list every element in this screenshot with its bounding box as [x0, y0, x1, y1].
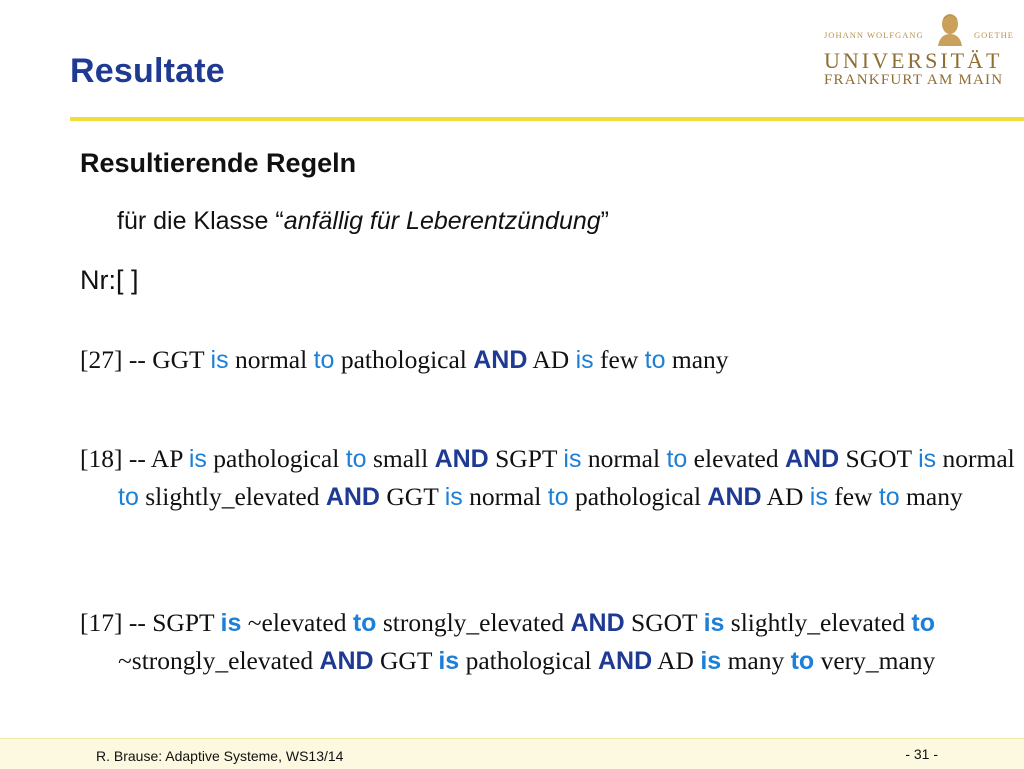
rule-keyword: to [644, 346, 666, 374]
goethe-portrait-icon [932, 10, 968, 48]
rule-and-operator: AND [319, 647, 374, 675]
rule-text: [17] -- SGPT [80, 608, 221, 637]
rule-text: very_many [814, 646, 936, 675]
rule-keyword: to [666, 445, 688, 473]
rule-keyword: is [575, 346, 594, 374]
rule-text: normal [228, 345, 314, 374]
rule-text: ~elevated [241, 608, 353, 637]
class-subtitle [117, 207, 609, 236]
rule-text: elevated [687, 444, 785, 473]
rule-keyword: to [878, 483, 900, 511]
rule-keyword: to [313, 346, 335, 374]
rule-27 [80, 341, 1024, 379]
rule-text: few [593, 345, 645, 374]
rule-and-operator: AND [707, 483, 762, 511]
section-heading: Resultierende Regeln [80, 148, 357, 178]
rule-text: [27] -- GGT [80, 345, 211, 374]
rule-keyword: to [911, 609, 935, 637]
logo-top-right: GOETHE [974, 30, 1014, 40]
rule-text: AD [652, 646, 701, 675]
rule-keyword: to [118, 483, 139, 511]
rule-keyword: to [352, 609, 377, 637]
footer-author-course: R. Brause: Adaptive Systeme, WS13/14 [96, 748, 344, 764]
rule-and-operator: AND [434, 445, 489, 473]
title-divider [70, 117, 1024, 121]
subtitle-prefix: für die Klasse “ [117, 207, 284, 235]
rule-text: AD [527, 345, 576, 374]
rule-and-operator: AND [785, 445, 840, 473]
logo-university: UNIVERSITÄT [824, 48, 1003, 73]
rule-text: pathological [568, 482, 708, 511]
rule-keyword: is [444, 483, 463, 511]
rule-text: few [827, 482, 879, 511]
nr-label: Nr:[ ] [80, 265, 139, 295]
rule-text: slightly_elevated [138, 482, 326, 511]
rule-text: [18] -- AP [80, 444, 189, 473]
rule-text: GGT [373, 646, 439, 675]
logo-top-line [824, 30, 1014, 40]
rule-text: strongly_elevated [376, 608, 571, 637]
rule-keyword: is [188, 445, 207, 473]
rule-and-operator: AND [597, 647, 653, 675]
university-logo [820, 10, 1016, 96]
rule-keyword: is [700, 647, 722, 675]
rule-text: pathological [334, 345, 474, 374]
rule-keyword: is [210, 346, 229, 374]
rule-text: normal [581, 444, 667, 473]
rule-17 [80, 604, 1024, 680]
rule-18 [80, 440, 1024, 516]
logo-city: FRANKFURT AM MAIN [824, 72, 1004, 88]
rule-keyword: to [547, 483, 569, 511]
rule-text: ~strongly_elevated [118, 646, 320, 675]
rule-and-operator: AND [473, 346, 528, 374]
logo-top-left: JOHANN WOLFGANG [824, 30, 924, 40]
rule-and-operator: AND [570, 609, 625, 637]
page-number: - 31 - [905, 746, 938, 762]
rule-keyword: is [809, 483, 828, 511]
rule-and-operator: AND [325, 483, 380, 511]
rule-text: many [665, 345, 729, 374]
rule-text: SGPT [488, 444, 564, 473]
rule-text: slightly_elevated [724, 608, 912, 637]
rule-text: normal [936, 444, 1015, 473]
rule-keyword: to [790, 647, 815, 675]
rule-keyword: is [563, 445, 582, 473]
rule-text: GGT [380, 482, 445, 511]
rule-text: pathological [206, 444, 346, 473]
rule-text: SGOT [624, 608, 704, 637]
subtitle-suffix: ” [600, 207, 609, 235]
rule-text: many [899, 482, 963, 511]
rule-text: SGOT [839, 444, 919, 473]
rule-text: small [366, 444, 435, 473]
rule-text: AD [761, 482, 810, 511]
rule-keyword: is [703, 609, 725, 637]
rule-keyword: is [220, 609, 242, 637]
rule-text: many [721, 646, 791, 675]
rule-keyword: is [438, 647, 460, 675]
rule-text: normal [462, 482, 548, 511]
subtitle-class-name: anfällig für Leberentzündung [283, 207, 601, 235]
rule-keyword: is [918, 445, 937, 473]
rule-text: pathological [459, 646, 598, 675]
rule-keyword: to [345, 445, 367, 473]
footer-bar [0, 738, 1024, 769]
slide-title: Resultate [70, 52, 225, 90]
